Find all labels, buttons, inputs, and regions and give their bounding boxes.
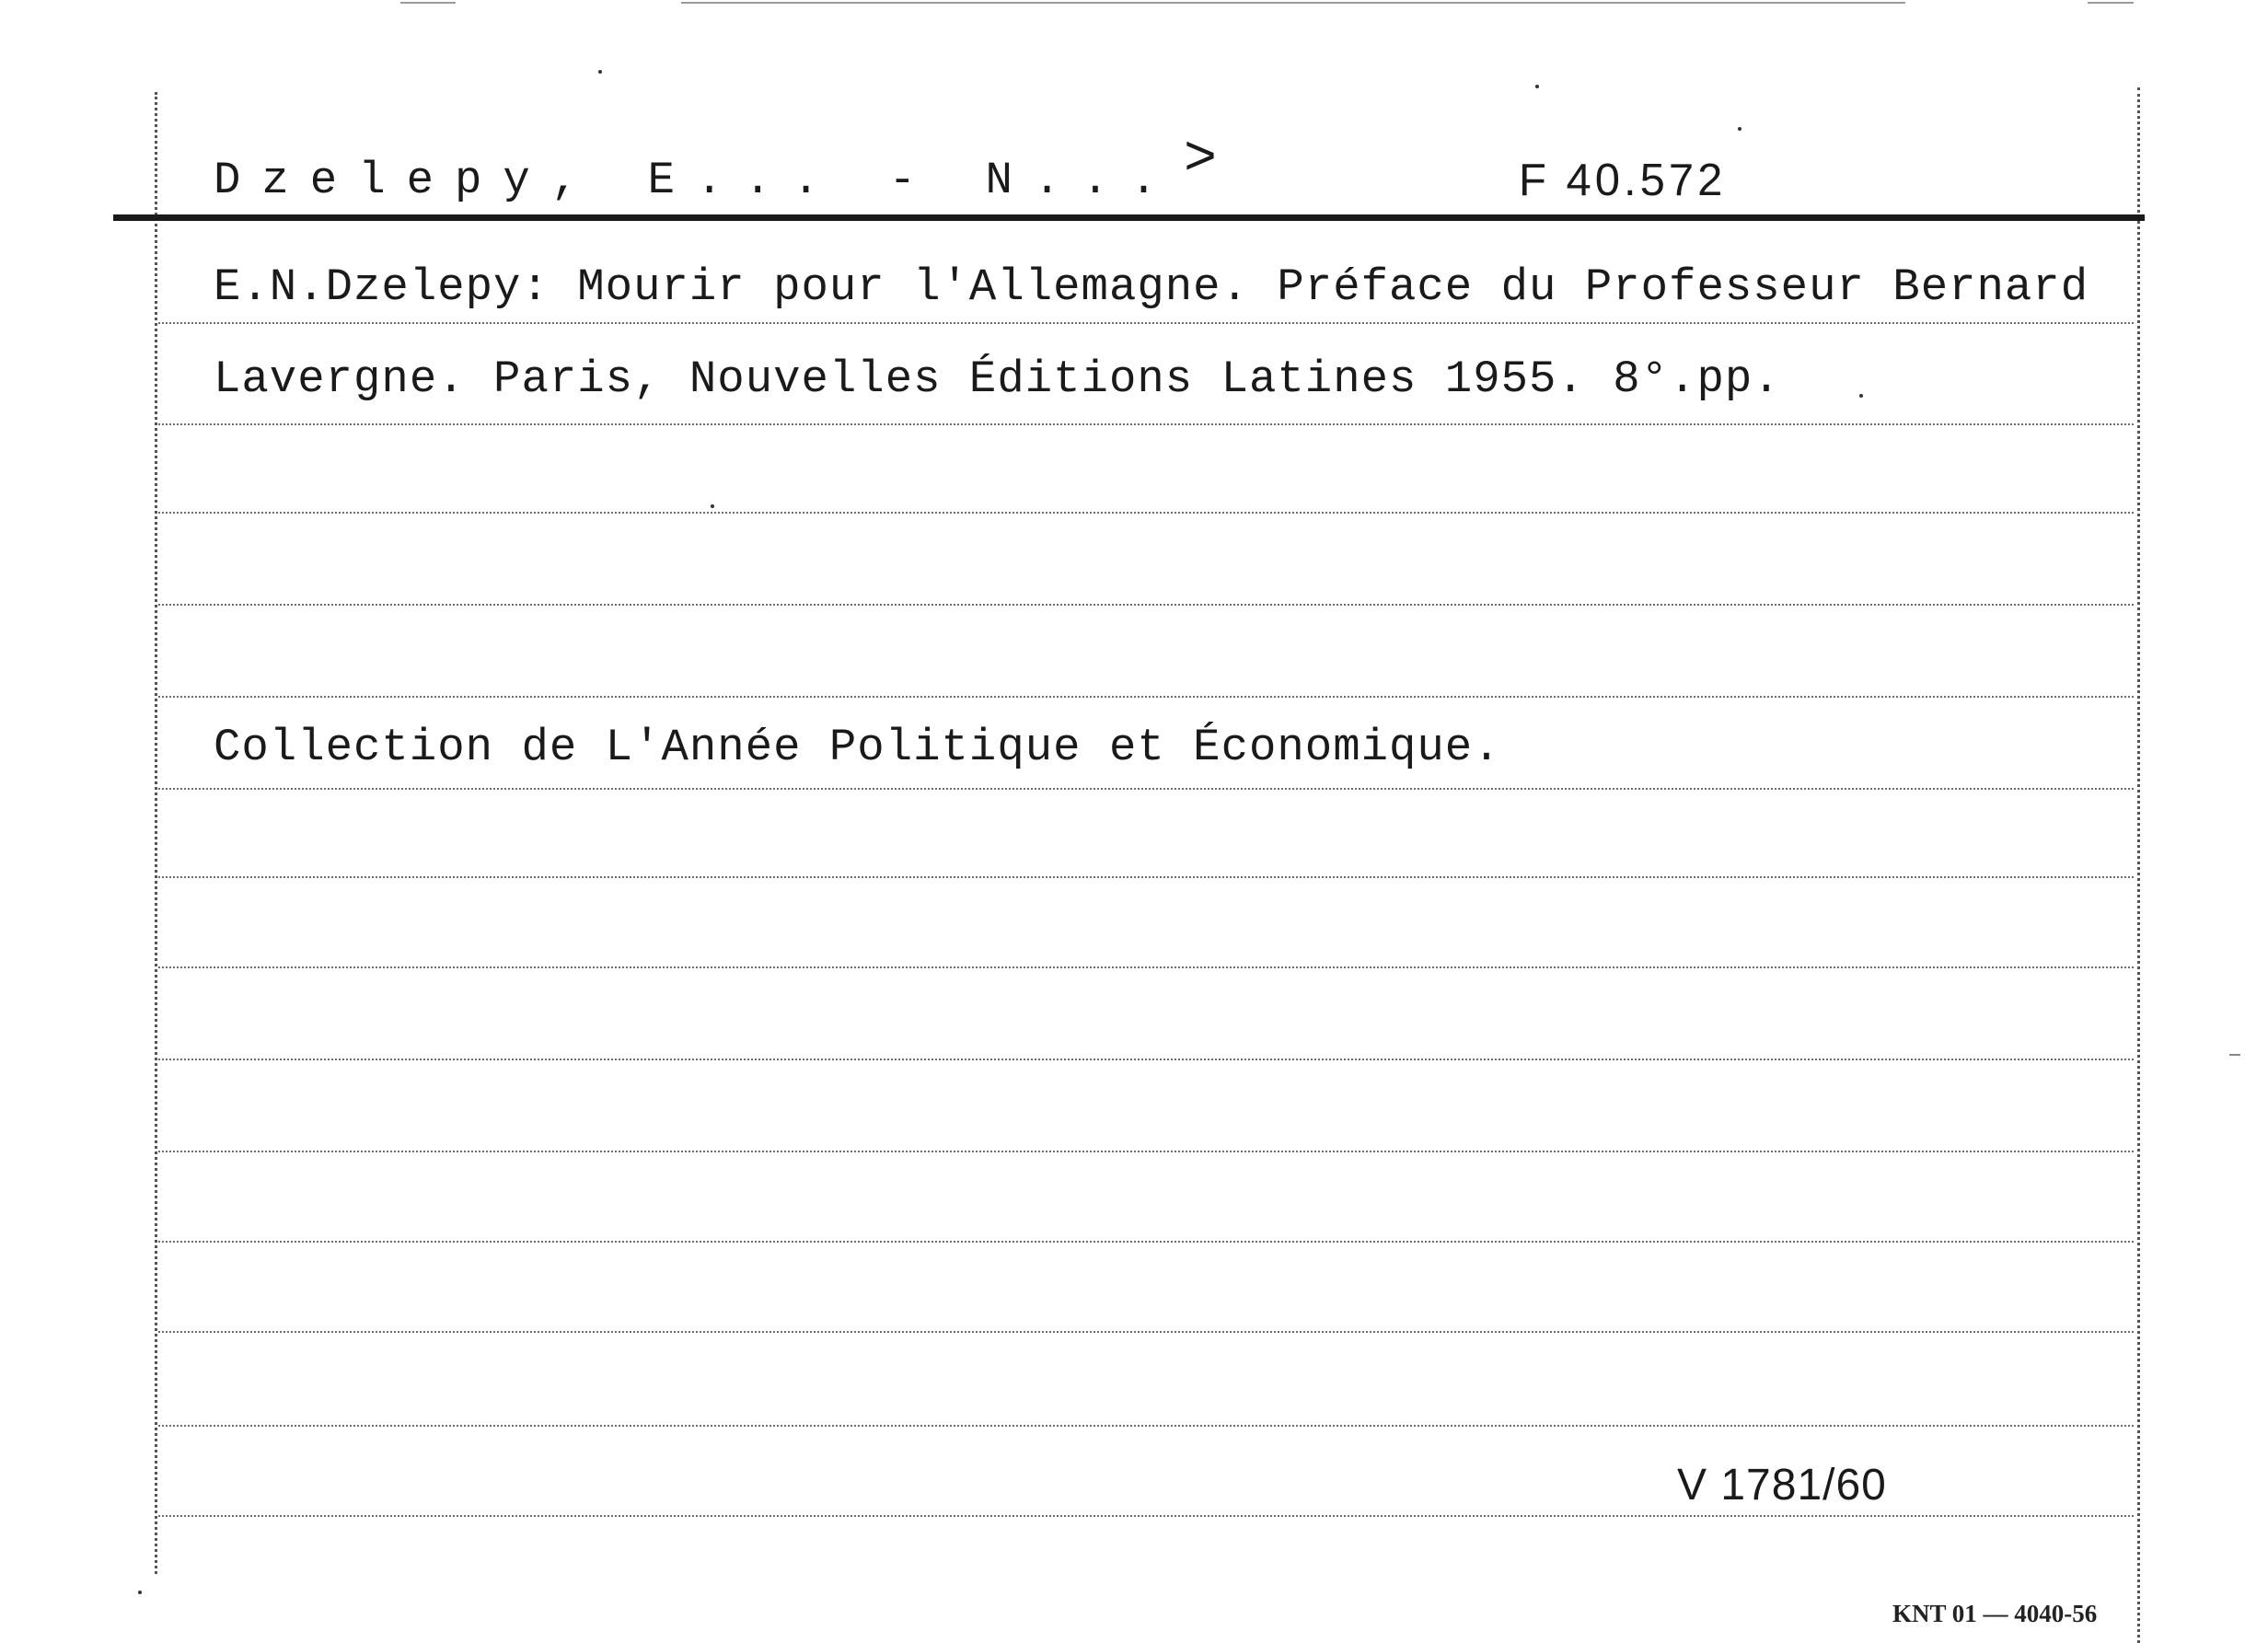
ruled-line [158, 322, 2134, 324]
ruled-line [158, 1331, 2134, 1333]
entry-line-2: Lavergne. Paris, Nouvelles Éditions Latines 1955. 8°.pp. [214, 353, 1781, 405]
ruled-line [158, 1059, 2134, 1060]
top-edge-dash [2088, 2, 2134, 4]
call-number: F 40.572 [1519, 156, 1727, 205]
margin-dash [2229, 1054, 2240, 1056]
top-edge-dash [681, 2, 1905, 4]
speck [598, 70, 602, 74]
ruled-line [158, 1241, 2134, 1243]
form-code: KNT 01 — 4040-56 [1892, 1600, 2098, 1627]
ruled-line [158, 512, 2134, 514]
card-right-border [2137, 87, 2140, 1643]
entry-line-1: E.N.Dzelepy: Mourir pour l'Allemagne. Préface du Professeur Bernard [214, 261, 2089, 313]
speck [1535, 85, 1539, 88]
ruled-line [158, 966, 2134, 968]
author-heading: Dzelepy, E... - N... [214, 155, 1179, 206]
heading-arrow: > [1184, 129, 1218, 191]
accession-number: V 1781/60 [1677, 1461, 1887, 1510]
card-left-border [155, 92, 157, 1574]
collection-note: Collection de L'Année Politique et Économique. [214, 722, 1501, 773]
speck [711, 504, 714, 508]
ruled-line [158, 696, 2134, 698]
heading-rule [113, 214, 2145, 221]
ruled-line [158, 423, 2134, 425]
ruled-line [158, 788, 2134, 790]
ruled-line [158, 1151, 2134, 1152]
top-edge-dash [400, 2, 456, 4]
ruled-line [158, 604, 2134, 606]
speck [1738, 127, 1742, 131]
speck [1859, 394, 1863, 398]
speck [138, 1591, 142, 1594]
ruled-line [158, 1425, 2134, 1427]
ruled-line [158, 876, 2134, 878]
ruled-line [158, 1515, 2134, 1517]
